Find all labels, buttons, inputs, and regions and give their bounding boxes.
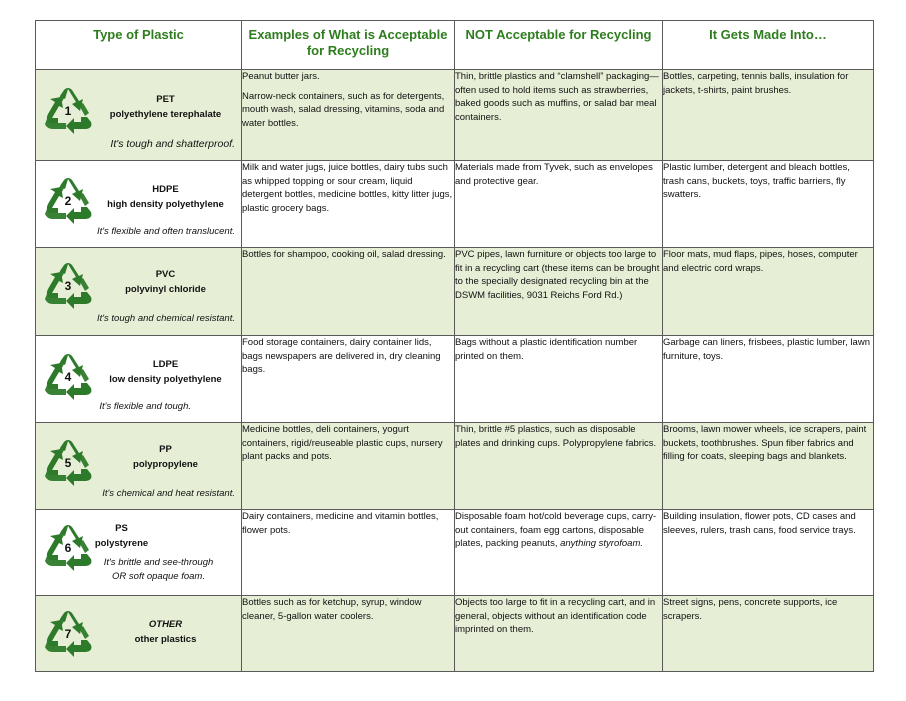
type-cell — [36, 423, 242, 510]
resin-code-number: 4 — [64, 370, 72, 384]
table-row — [36, 161, 874, 248]
plastic-name: polystyrene — [94, 537, 149, 549]
plastic-code: PS — [115, 523, 128, 534]
recycle-icon — [41, 177, 95, 225]
not-acceptable-cell: Thin, brittle #5 plastics, such as disposable plates and drinking cups. Polypropylene fabrics. — [455, 423, 663, 510]
table-row — [36, 510, 874, 596]
made-into-cell: Floor mats, mud flaps, pipes, hoses, computer and electric cord wraps. — [663, 248, 874, 336]
not-acceptable-cell: Objects too large to fit in a recycling cart, and in general, objects without an identification code imprinted on them. — [455, 596, 663, 672]
plastic-code-block — [94, 618, 237, 647]
acceptable-line: Dairy containers, medicine and vitamin bottles, flower pots. — [242, 511, 439, 536]
type-cell — [36, 596, 242, 672]
plastic-note: It's flexible and often translucent. — [96, 226, 235, 237]
recycle-icon — [41, 353, 95, 401]
plastic-name: low density polyethylene — [109, 373, 222, 385]
resin-code-number: 1 — [64, 104, 72, 118]
acceptable-cell — [242, 510, 455, 596]
resin-code-number: 7 — [64, 627, 72, 641]
not-acceptable-cell — [455, 510, 663, 596]
acceptable-line: Medicine bottles, deli containers, yogurt containers, rigid/reuseable plastic cups, nursery plant packs and pots. — [242, 424, 443, 463]
acceptable-cell — [242, 596, 455, 672]
not-acceptable-cell: Materials made from Tyvek, such as envelopes and protective gear. — [455, 161, 663, 248]
plastic-code-block — [76, 522, 167, 551]
not-acceptable-cell: PVC pipes, lawn furniture or objects too large to fit in a recycling cart (these items can be brought to the specially designated recycling bin at the DSWM facilities, 9031 Reichs Ford Rd.) — [455, 248, 663, 336]
acceptable-line: Bottles such as for ketchup, syrup, window cleaner, 5-gallon water coolers. — [242, 597, 422, 622]
acceptable-line: Peanut butter jars. — [242, 71, 320, 82]
type-cell — [36, 510, 242, 596]
acceptable-line: Food storage containers, dairy container lids, bags newspapers are delivered in, dry cleaning bags. — [242, 337, 441, 376]
header-not-acceptable: NOT Acceptable for Recycling — [455, 21, 663, 70]
header-acceptable: Examples of What is Acceptable for Recycling — [242, 21, 455, 70]
resin-code-number: 2 — [64, 194, 72, 208]
header-type: Type of Plastic — [36, 21, 242, 70]
made-into-cell: Building insulation, flower pots, CD cases and sleeves, rulers, trash cans, food service trays. — [663, 510, 874, 596]
plastic-note: It's chemical and heat resistant. — [102, 488, 235, 499]
plastic-code-block — [94, 443, 237, 472]
plastics-table — [35, 20, 874, 672]
plastic-name: polypropylene — [133, 458, 198, 470]
table-row — [36, 596, 874, 672]
plastic-code: HDPE — [152, 184, 179, 195]
recycle-icon — [41, 87, 95, 135]
acceptable-cell — [242, 161, 455, 248]
acceptable-cell — [242, 336, 455, 423]
acceptable-cell — [242, 248, 455, 336]
plastic-note: It's tough and shatterproof. — [110, 138, 235, 150]
plastic-code-block — [94, 358, 237, 387]
made-into-cell: Garbage can liners, frisbees, plastic lumber, lawn furniture, toys. — [663, 336, 874, 423]
type-cell — [36, 70, 242, 161]
recycle-icon — [41, 262, 95, 310]
table-row — [36, 248, 874, 336]
resin-code-number: 3 — [64, 279, 72, 293]
plastic-name: other plastics — [134, 633, 197, 645]
type-cell — [36, 336, 242, 423]
acceptable-line: Narrow-neck containers, such as for detergents, mouth wash, salad dressing, vitamins, soda and water bottles. — [242, 90, 445, 129]
plastic-code-block — [94, 268, 237, 297]
not-acceptable-cell: Bags without a plastic identification number printed on them. — [455, 336, 663, 423]
made-into-cell: Bottles, carpeting, tennis balls, insulation for jackets, t-shirts, paint brushes. — [663, 70, 874, 161]
recycle-icon — [41, 610, 95, 658]
acceptable-cell — [242, 70, 455, 161]
recycle-icon — [41, 439, 95, 487]
plastic-code: PP — [159, 444, 172, 455]
plastic-note: It's tough and chemical resistant. — [96, 313, 235, 324]
resin-code-number: 5 — [64, 456, 72, 470]
made-into-cell: Plastic lumber, detergent and bleach bottles, trash cans, buckets, toys, traffic barriers, fly swatters. — [663, 161, 874, 248]
resin-code-number: 6 — [64, 541, 72, 555]
table-row — [36, 70, 874, 161]
header-row — [36, 21, 874, 70]
plastic-name: high density polyethylene — [107, 198, 224, 210]
made-into-cell: Street signs, pens, concrete supports, ice scrapers. — [663, 596, 874, 672]
plastic-code-block — [94, 183, 237, 212]
plastic-note: It's flexible and tough. — [99, 401, 191, 412]
not-acceptable-italic: anything styrofoam. — [560, 538, 644, 550]
plastic-code: OTHER — [148, 619, 183, 630]
table-row — [36, 423, 874, 510]
not-acceptable-text: Disposable foam hot/cold beverage cups, carry-out containers, foam egg cartons, disposable plates, packing peanuts, — [455, 511, 657, 550]
type-cell — [36, 161, 242, 248]
plastic-name: polyethylene terephalate — [109, 108, 222, 120]
plastic-code: LDPE — [152, 359, 179, 370]
plastic-code-block — [94, 93, 237, 122]
acceptable-cell — [242, 423, 455, 510]
type-cell — [36, 248, 242, 336]
plastic-note: It's brittle and see-through OR soft opaque foam. — [103, 557, 214, 582]
plastic-code: PVC — [155, 269, 176, 280]
header-made-into: It Gets Made Into… — [663, 21, 874, 70]
table-row — [36, 336, 874, 423]
made-into-cell: Brooms, lawn mower wheels, ice scrapers, paint buckets, toothbrushes. Spun fiber fabrics and filling for coats, sleeping bags and blankets. — [663, 423, 874, 510]
plastic-code: PET — [156, 94, 175, 105]
plastic-name: polyvinyl chloride — [125, 283, 206, 295]
not-acceptable-cell: Thin, brittle plastics and “clamshell” packaging—often used to hold items such as strawberries, baked goods such as muffins, or salad bar meal containers. — [455, 70, 663, 161]
acceptable-line: Milk and water jugs, juice bottles, dairy tubs such as whipped topping or sour cream, liquid detergent bottles, medicine bottles, kitty litter jugs, plastic grocery bags. — [242, 162, 453, 214]
acceptable-line: Bottles for shampoo, cooking oil, salad dressing. — [242, 249, 446, 260]
